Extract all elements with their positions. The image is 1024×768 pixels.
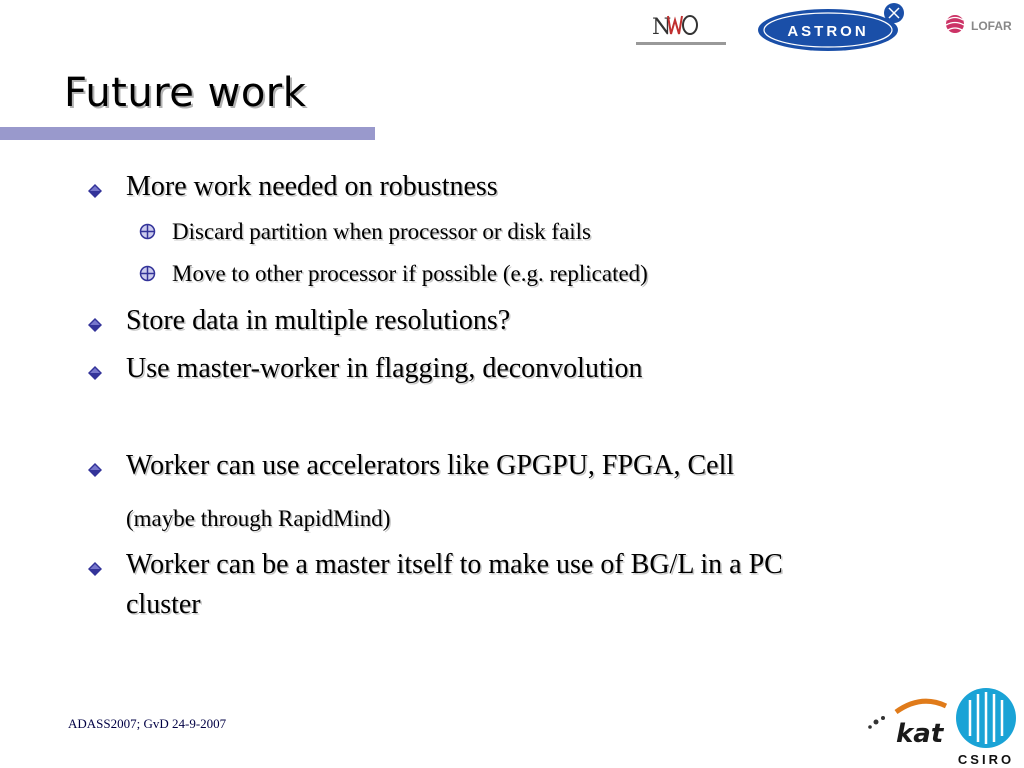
- bullet-multiple-resolutions: Store data in multiple resolutions?: [126, 305, 511, 336]
- csiro-logo: [952, 686, 1020, 766]
- lofar-logo-text: LOFAR: [971, 19, 1012, 33]
- bullet-master-worker: Use master-worker in flagging, deconvolution: [126, 353, 643, 384]
- bullet-rapidmind-note: (maybe through RapidMind): [126, 506, 391, 531]
- subbullet-discard-partition: Discard partition when processor or disk fails: [172, 219, 592, 244]
- title-underline-bar: [0, 127, 375, 140]
- astron-logo: [756, 2, 912, 52]
- crosshair-bullet-icon: [139, 265, 156, 282]
- diamond-bullet-icon: [88, 366, 102, 380]
- astron-logo-text: ASTRON: [787, 23, 869, 40]
- diamond-bullet-icon: [88, 463, 102, 477]
- diamond-bullet-icon: [88, 318, 102, 332]
- diamond-bullet-icon: [88, 184, 102, 198]
- crosshair-bullet-icon: [139, 223, 156, 240]
- nwo-logo: [634, 6, 729, 52]
- kat-logo: [866, 694, 950, 758]
- svg-text:N: N: [652, 15, 671, 40]
- bullet-robustness: More work needed on robustness: [126, 171, 498, 202]
- kat-logo-text: kat: [896, 719, 944, 749]
- csiro-logo-text: CSIRO: [957, 752, 1015, 766]
- bullet-worker-master-cont: cluster: [126, 589, 201, 620]
- bullet-worker-master: Worker can be a master itself to make use of BG/L in a PC: [126, 549, 783, 580]
- lofar-logo: [943, 10, 1021, 40]
- slide-footer: ADASS2007; GvD 24-9-2007: [68, 716, 227, 731]
- diamond-bullet-icon: [88, 562, 102, 576]
- subbullet-move-processor: Move to other processor if possible (e.g. replicated): [172, 261, 648, 286]
- slide-title: Future work: [64, 70, 307, 116]
- bullet-accelerators: Worker can use accelerators like GPGPU, FPGA, Cell: [126, 450, 735, 481]
